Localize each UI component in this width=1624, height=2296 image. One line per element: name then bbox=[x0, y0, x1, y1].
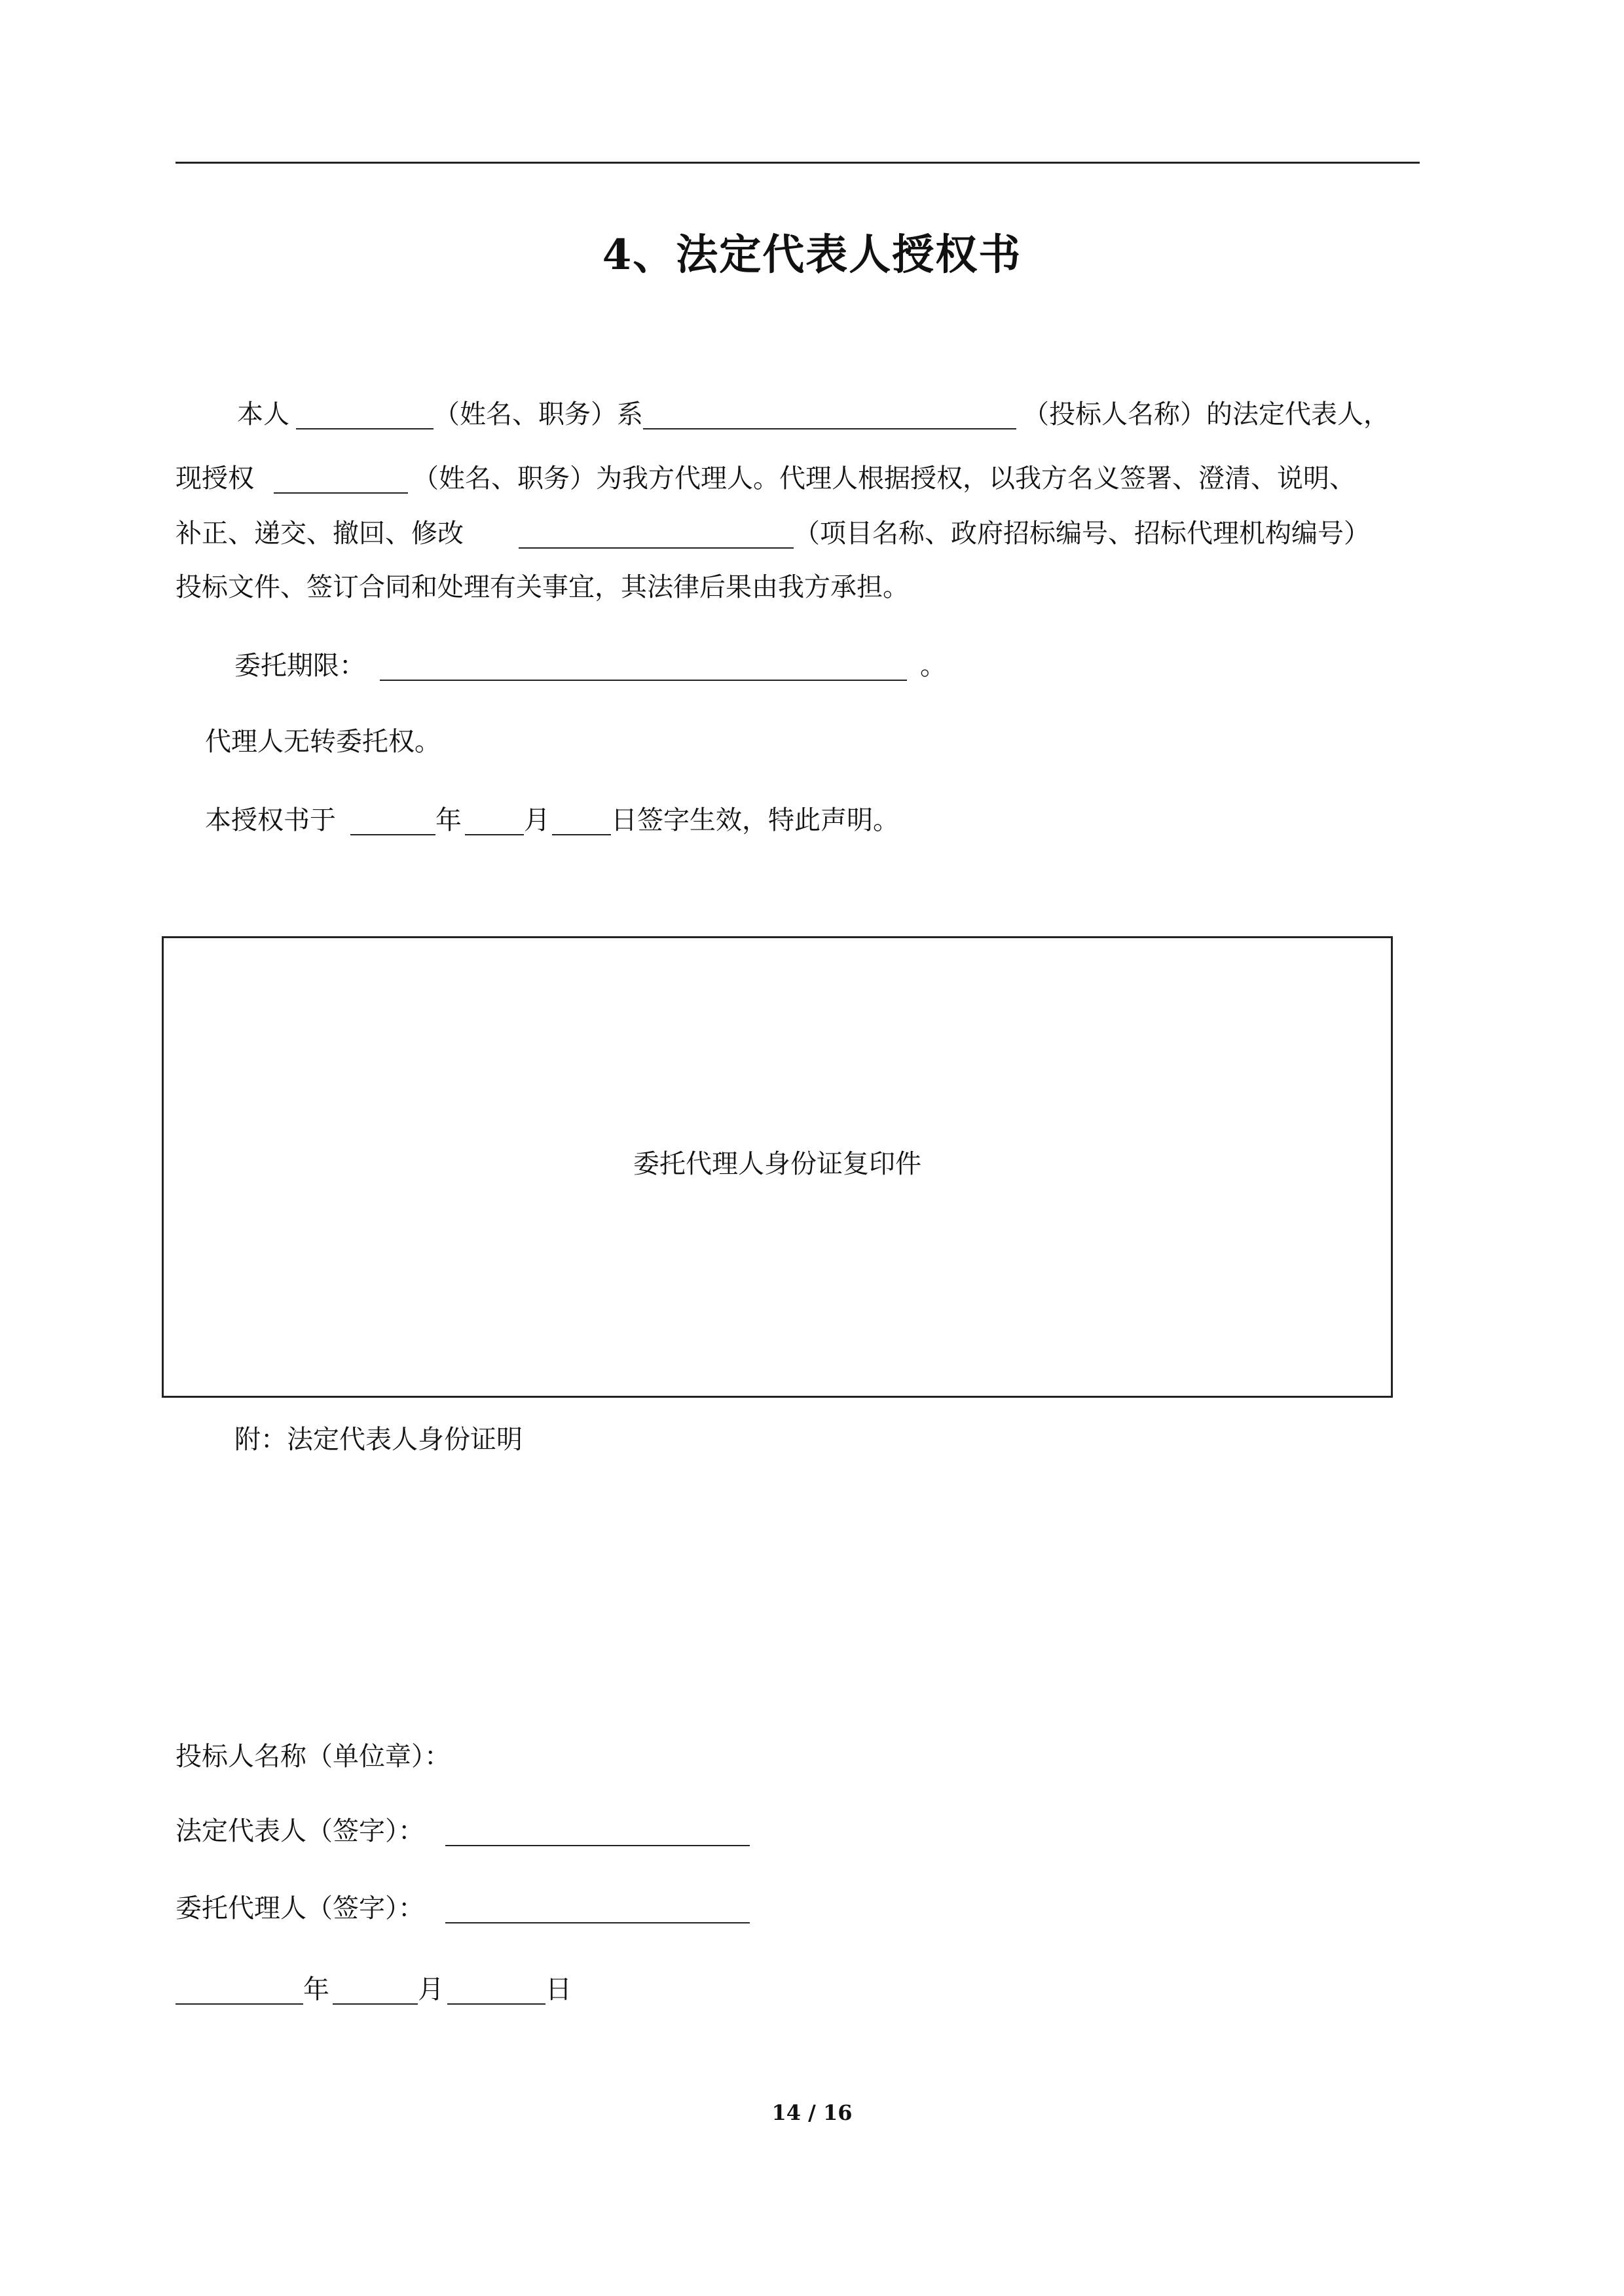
blank-bidder-name[interactable] bbox=[643, 428, 1016, 429]
paragraph-line-4 bbox=[0, 564, 1624, 610]
blank-name-position[interactable] bbox=[296, 428, 434, 429]
id-copy-box bbox=[162, 936, 1393, 1398]
text-project-info-label: （项目名称、政府招标编号、招标代理机构编号） bbox=[794, 519, 1370, 549]
blank-agent-signature[interactable] bbox=[445, 1922, 750, 1923]
page-number: 14 / 16 bbox=[771, 2100, 853, 2125]
id-copy-box-label: 委托代理人身份证复印件 bbox=[633, 1149, 921, 1179]
attachment-text: 附：法定代表人身份证明 bbox=[234, 1425, 523, 1455]
bidder-signature-line bbox=[0, 1734, 1624, 1779]
date-month-label: 月 bbox=[418, 1975, 444, 2005]
blank-day[interactable] bbox=[447, 2003, 545, 2005]
text-ben-ren: 本人 bbox=[237, 399, 289, 429]
term-line bbox=[0, 643, 1624, 689]
blank-month[interactable] bbox=[333, 2003, 418, 2005]
effective-month-label: 月 bbox=[524, 805, 550, 835]
no-subdelegation-line bbox=[0, 719, 1624, 765]
text-name-position-label: （姓名、职务）系 bbox=[434, 399, 643, 429]
effective-date-line bbox=[0, 797, 1624, 843]
agent-signature-line bbox=[0, 1886, 1624, 1931]
text-xian-shouquan: 现授权 bbox=[175, 464, 254, 494]
legal-rep-signature-line bbox=[0, 1808, 1624, 1854]
paragraph-line-2 bbox=[0, 456, 1624, 501]
agent-label: 委托代理人（签字）： bbox=[175, 1893, 424, 1923]
text-bidder-name-label: （投标人名称）的法定代表人， bbox=[1023, 399, 1390, 429]
blank-term[interactable] bbox=[380, 680, 907, 681]
no-subdelegation-text: 代理人无转委托权。 bbox=[205, 727, 441, 757]
term-end: 。 bbox=[920, 651, 946, 681]
bidder-name-label: 投标人名称（单位章）： bbox=[175, 1741, 451, 1772]
blank-agent-name-position[interactable] bbox=[274, 492, 408, 494]
effective-prefix: 本授权书于 bbox=[205, 805, 336, 835]
date-year-label: 年 bbox=[303, 1975, 329, 2005]
blank-year[interactable] bbox=[175, 2003, 303, 2005]
date-line bbox=[0, 1967, 1624, 2013]
blank-project-info[interactable] bbox=[519, 547, 794, 549]
effective-year-label: 年 bbox=[435, 805, 462, 835]
blank-legal-rep-signature[interactable] bbox=[445, 1845, 750, 1846]
text-actions: 补正、递交、撤回、修改 bbox=[175, 519, 464, 549]
date-day-label: 日 bbox=[545, 1975, 572, 2005]
text-agent-authorization: （姓名、职务）为我方代理人。代理人根据授权，以我方名义签署、澄清、说明、 bbox=[413, 464, 1356, 494]
paragraph-line-1 bbox=[0, 392, 1624, 437]
blank-effective-month[interactable] bbox=[465, 834, 524, 835]
attachment-line bbox=[0, 1417, 1624, 1463]
section-title: 4、法定代表人授权书 bbox=[602, 230, 1022, 280]
blank-effective-year[interactable] bbox=[350, 834, 435, 835]
paragraph-line-3 bbox=[0, 511, 1624, 556]
effective-day-label: 日签字生效，特此声明。 bbox=[611, 805, 899, 835]
legal-rep-label: 法定代表人（签字）： bbox=[175, 1816, 424, 1846]
text-legal-consequences: 投标文件、签订合同和处理有关事宜，其法律后果由我方承担。 bbox=[175, 572, 909, 602]
term-label: 委托期限： bbox=[234, 651, 365, 681]
blank-effective-day[interactable] bbox=[552, 834, 611, 835]
header-rule bbox=[175, 162, 1420, 164]
